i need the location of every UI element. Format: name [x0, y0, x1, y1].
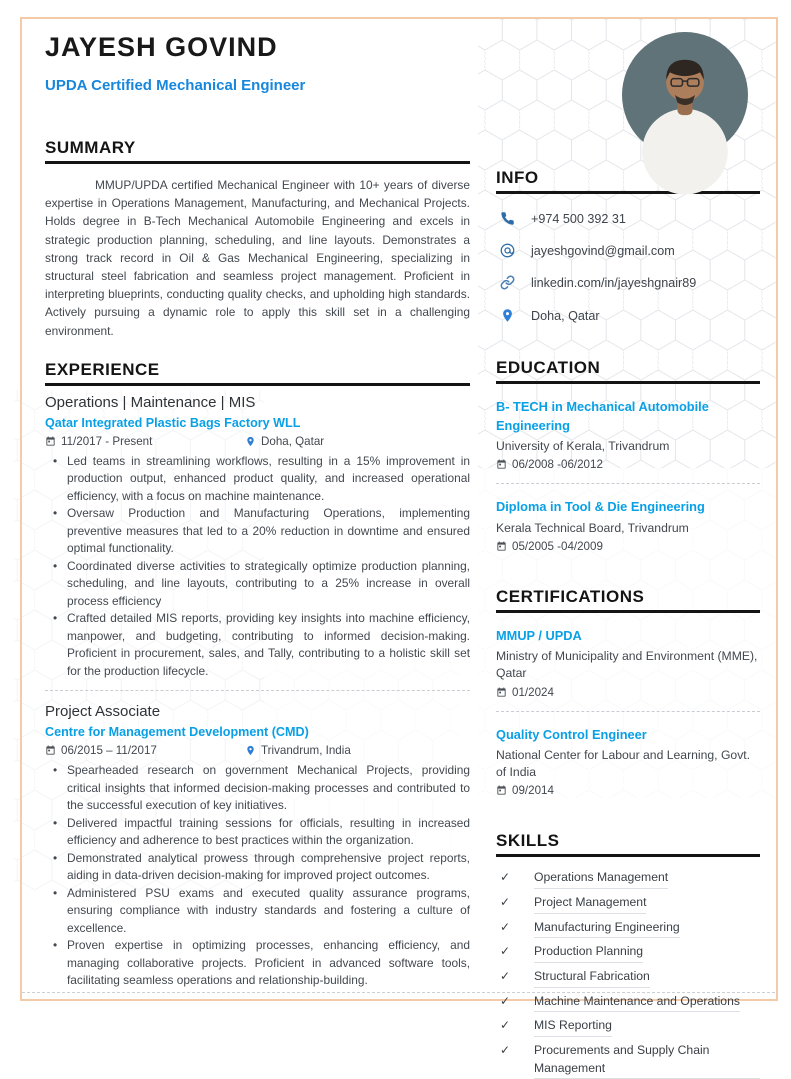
- skill-item: [496, 943, 760, 963]
- location-text: Doha, Qatar: [531, 308, 600, 323]
- right-column: [496, 28, 760, 1079]
- job-role: Project Associate: [45, 703, 161, 721]
- bullet-dot: •: [53, 885, 58, 900]
- skill-item: [496, 968, 760, 988]
- profile-photo-image: [622, 32, 748, 158]
- email-address[interactable]: jayeshgovind@gmail.com: [531, 243, 675, 258]
- check-icon: ✓: [500, 1043, 511, 1058]
- info-item-linkedin: [496, 275, 760, 290]
- bullet-item: [45, 815, 470, 850]
- education-dates-text: 05/2005 -04/2009: [512, 539, 603, 553]
- skill-label: Production Planning: [534, 943, 643, 963]
- job-dates: [45, 435, 245, 448]
- bullet-dot: •: [53, 558, 58, 573]
- education-dates-text: 06/2008 -06/2012: [512, 458, 603, 472]
- entry-divider: [496, 483, 760, 484]
- left-column: [45, 28, 470, 1079]
- bullet-item: [45, 885, 470, 938]
- job-role: Operations | Maintenance | MIS: [45, 393, 256, 411]
- education-section: [496, 358, 760, 553]
- school-name: Kerala Technical Board, Trivandrum: [496, 520, 689, 535]
- bullet-dot: •: [53, 815, 58, 830]
- entry-divider: [496, 711, 760, 712]
- job-company: Centre for Management Development (CMD): [45, 725, 309, 740]
- bottom-divider: [22, 992, 775, 993]
- bullet-item: [45, 610, 470, 680]
- skill-label: MIS Reporting: [534, 1017, 612, 1037]
- bullet-item: [45, 453, 470, 506]
- certification-org: Ministry of Municipality and Environment (MME), Qatar: [496, 649, 758, 681]
- entry-divider: [45, 690, 470, 691]
- experience-heading: EXPERIENCE: [45, 360, 470, 386]
- certification-dates: [496, 686, 760, 699]
- bullet-item: [45, 762, 470, 815]
- education-entry: [496, 498, 760, 553]
- bullet-text: Delivered impactful training sessions for officials, resulting in increased efficiency and adherence to best practices within the organization.: [67, 815, 470, 848]
- job-location: [245, 435, 324, 448]
- degree-title: B- TECH in Mechanical Automobile Engineering: [496, 399, 709, 433]
- experience-section: [45, 360, 470, 990]
- summary-text: MMUP/UPDA certified Mechanical Engineer with 10+ years of diverse expertise in Operations Management, Manufacturing, and Mechanical Projects. Holds degree in B-Tech Mechanical Automobile Engineering and excels in strategic production planning, scheduling, and line layouts. Demonstrates a strong track record in Oil & Gas Mechanical Engineering, specializing in structural steel fabrication and seamless project management. Proficient in interpreting blueprints, conducting quality checks, and upholding high standards. Actively pursuing a dynamic role to apply this skill set in a challenging environment.: [45, 178, 470, 338]
- job-dates: [45, 744, 245, 757]
- person-job-title: UPDA Certified Mechanical Engineer: [45, 77, 306, 94]
- skill-label: Machine Maintenance and Operations: [534, 993, 740, 1013]
- photo-wrap: [496, 28, 760, 158]
- certification-title: Quality Control Engineer: [496, 726, 647, 742]
- bullet-item: [45, 505, 470, 558]
- certification-title: MMUP / UPDA: [496, 627, 582, 643]
- location-pin-icon: [245, 744, 256, 757]
- certifications-section: [496, 587, 760, 797]
- bullet-item: [45, 937, 470, 990]
- experience-entry: [45, 394, 470, 681]
- education-dates: [496, 458, 760, 471]
- linkedin-url[interactable]: linkedin.com/in/jayeshgnair89: [531, 275, 697, 290]
- skill-item: [496, 869, 760, 889]
- calendar-icon: [496, 541, 507, 552]
- job-meta: [45, 744, 470, 757]
- check-icon: ✓: [500, 919, 511, 934]
- job-location-text: Doha, Qatar: [261, 434, 325, 448]
- skill-label: Operations Management: [534, 869, 668, 889]
- location-pin-icon: [500, 307, 515, 324]
- bullet-text: Demonstrated analytical prowess through comprehensive project reports, aiding in data-driven decision-making for improved project outcomes.: [67, 850, 470, 883]
- bullet-text: Crafted detailed MIS reports, providing key insights into machine efficiency, manpower, and budgeting, contributing to informed decision-making. Proficient in procurement, sales, and Tally, contributing to a holistic skill set for the production lifecycle.: [67, 611, 470, 678]
- skill-item: [496, 993, 760, 1013]
- bullet-item: [45, 558, 470, 611]
- skills-heading: SKILLS: [496, 831, 760, 857]
- phone-number[interactable]: +974 500 392 31: [531, 211, 626, 226]
- info-heading: INFO: [496, 168, 760, 194]
- bullet-text: Led teams in streamlining workflows, resulting in a 15% improvement in production output, enhanced product quality, and increased operational efficiency, with a focus on machine maintenance.: [67, 453, 470, 503]
- skills-list: [496, 869, 760, 1079]
- bullet-dot: •: [53, 506, 58, 521]
- bullet-text: Proven expertise in optimizing processes, enhancing efficiency, and managing collaborative projects. Proficient in advanced software tools, facilitating seamless operations and relationship-building.: [67, 938, 470, 988]
- phone-icon: [500, 211, 515, 226]
- certification-entry: [496, 627, 760, 699]
- summary-section: [45, 138, 470, 340]
- resume-header: [45, 32, 470, 94]
- profile-photo: [622, 32, 748, 158]
- skill-item: [496, 1042, 760, 1079]
- certification-org: National Center for Labour and Learning, Govt. of India: [496, 748, 751, 780]
- certification-dates: [496, 784, 760, 797]
- education-entry: [496, 398, 760, 471]
- certification-dates-text: 09/2014: [512, 784, 554, 798]
- job-meta: [45, 435, 470, 448]
- calendar-icon: [496, 785, 507, 796]
- skill-label: Structural Fabrication: [534, 968, 650, 988]
- info-section: [496, 168, 760, 324]
- job-company: Qatar Integrated Plastic Bags Factory WLL: [45, 415, 301, 430]
- calendar-icon: [45, 745, 56, 756]
- info-item-phone: [496, 211, 760, 226]
- skill-label: Project Management: [534, 894, 646, 914]
- bullet-dot: •: [53, 850, 58, 865]
- location-pin-icon: [245, 435, 256, 448]
- skill-item: [496, 919, 760, 939]
- experience-entry: [45, 703, 470, 990]
- email-icon: [500, 243, 515, 258]
- bullet-text: Coordinated diverse activities to strategically optimize production planning, scheduling, and line layouts, contributing to a 25% increase in overall process efficiency: [67, 558, 470, 608]
- education-heading: EDUCATION: [496, 358, 760, 384]
- job-location-text: Trivandrum, India: [261, 744, 351, 758]
- check-icon: ✓: [500, 894, 511, 909]
- job-bullets: [45, 453, 470, 681]
- education-dates: [496, 540, 760, 553]
- job-location: [245, 744, 351, 757]
- skill-item: [496, 894, 760, 914]
- skill-label: Manufacturing Engineering: [534, 919, 680, 939]
- linkedin-link-icon: [500, 275, 515, 290]
- bullet-item: [45, 850, 470, 885]
- school-name: University of Kerala, Trivandrum: [496, 439, 670, 454]
- certification-entry: [496, 726, 760, 798]
- info-item-location: [496, 307, 760, 324]
- bullet-dot: •: [53, 938, 58, 953]
- skills-section: [496, 831, 760, 1079]
- calendar-icon: [496, 459, 507, 470]
- skill-item: [496, 1017, 760, 1037]
- check-icon: ✓: [500, 870, 511, 885]
- check-icon: ✓: [500, 1018, 511, 1033]
- bullet-text: Administered PSU exams and executed quality assurance programs, ensuring compliance with industry standards and fostering a culture of excellence.: [67, 885, 470, 935]
- calendar-icon: [45, 436, 56, 447]
- skill-label: Procurements and Supply Chain Management: [534, 1042, 760, 1079]
- certifications-heading: CERTIFICATIONS: [496, 587, 760, 613]
- certification-dates-text: 01/2024: [512, 685, 554, 699]
- bullet-dot: •: [53, 453, 58, 468]
- bullet-text: Spearheaded research on government Mechanical Projects, providing critical insights that informed decision-making processes and contributed to the successful execution of key initiatives.: [67, 763, 470, 813]
- job-dates-text: 06/2015 – 11/2017: [61, 744, 157, 758]
- person-name: JAYESH GOVIND: [45, 32, 278, 62]
- summary-heading: SUMMARY: [45, 138, 470, 164]
- job-bullets: [45, 762, 470, 990]
- check-icon: ✓: [500, 993, 511, 1008]
- job-dates-text: 11/2017 - Present: [61, 434, 153, 448]
- bullet-dot: •: [53, 611, 58, 626]
- bullet-dot: •: [53, 763, 58, 778]
- calendar-icon: [496, 687, 507, 698]
- check-icon: ✓: [500, 944, 511, 959]
- info-item-email: [496, 243, 760, 258]
- bullet-text: Oversaw Production and Manufacturing Operations, implementing preventive measures that led to a 20% reduction in downtime and ensured optimal functionality.: [67, 506, 470, 556]
- degree-title: Diploma in Tool & Die Engineering: [496, 499, 705, 515]
- check-icon: ✓: [500, 968, 511, 983]
